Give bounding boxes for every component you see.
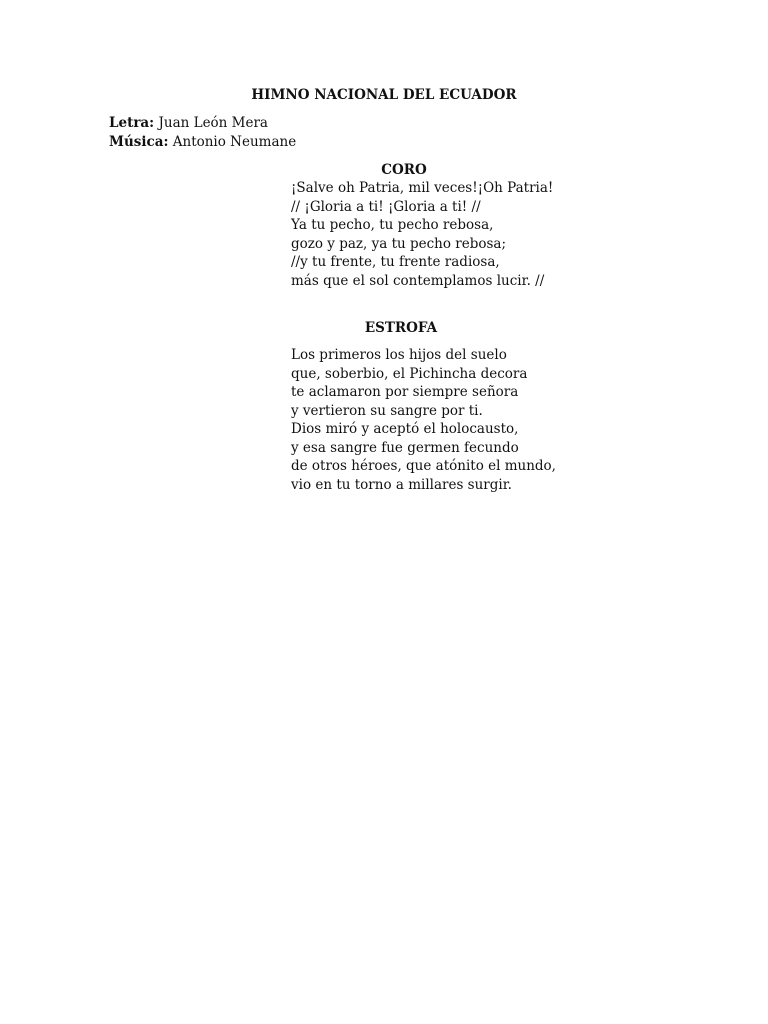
verse-line: // ¡Gloria a ti! ¡Gloria a ti! // — [291, 198, 481, 215]
lyrics-credit-value: Juan León Mera — [154, 115, 268, 131]
verse-line: te aclamaron por siempre señora — [291, 384, 519, 400]
coro-verse — [291, 179, 553, 290]
lyrics-credit-label: Letra: — [109, 115, 155, 131]
credits-block — [109, 114, 296, 152]
verse-line: gozo y paz, ya tu pecho rebosa; — [291, 235, 507, 252]
music-credit-label: Música: — [109, 134, 169, 150]
estrofa-verse — [291, 346, 556, 494]
estrofa-heading: ESTROFA — [364, 320, 438, 336]
verse-line: Dios miró y aceptó el holocausto, — [291, 421, 519, 437]
music-credit-value: Antonio Neumane — [168, 134, 297, 150]
music-credit — [109, 133, 296, 152]
document-title: HIMNO NACIONAL DEL ECUADOR — [251, 87, 517, 103]
lyrics-credit — [109, 114, 296, 133]
verse-line: ¡Salve oh Patria, mil veces!¡Oh Patria! — [291, 180, 554, 196]
verse-line: que, soberbio, el Pichincha decora — [291, 365, 528, 382]
verse-line: y vertieron su sangre por ti. — [291, 402, 483, 419]
coro-heading: CORO — [381, 162, 427, 178]
verse-line: vio en tu torno a millares surgir. — [291, 476, 512, 493]
verse-line: y esa sangre fue germen fecundo — [291, 439, 519, 456]
verse-line: más que el sol contemplamos lucir. // — [291, 272, 545, 289]
verse-line: //y tu frente, tu frente radiosa, — [291, 254, 500, 270]
verse-line: de otros héroes, que atónito el mundo, — [291, 458, 556, 474]
verse-line: Ya tu pecho, tu pecho rebosa, — [291, 217, 494, 233]
verse-line: Los primeros los hijos del suelo — [291, 347, 507, 363]
